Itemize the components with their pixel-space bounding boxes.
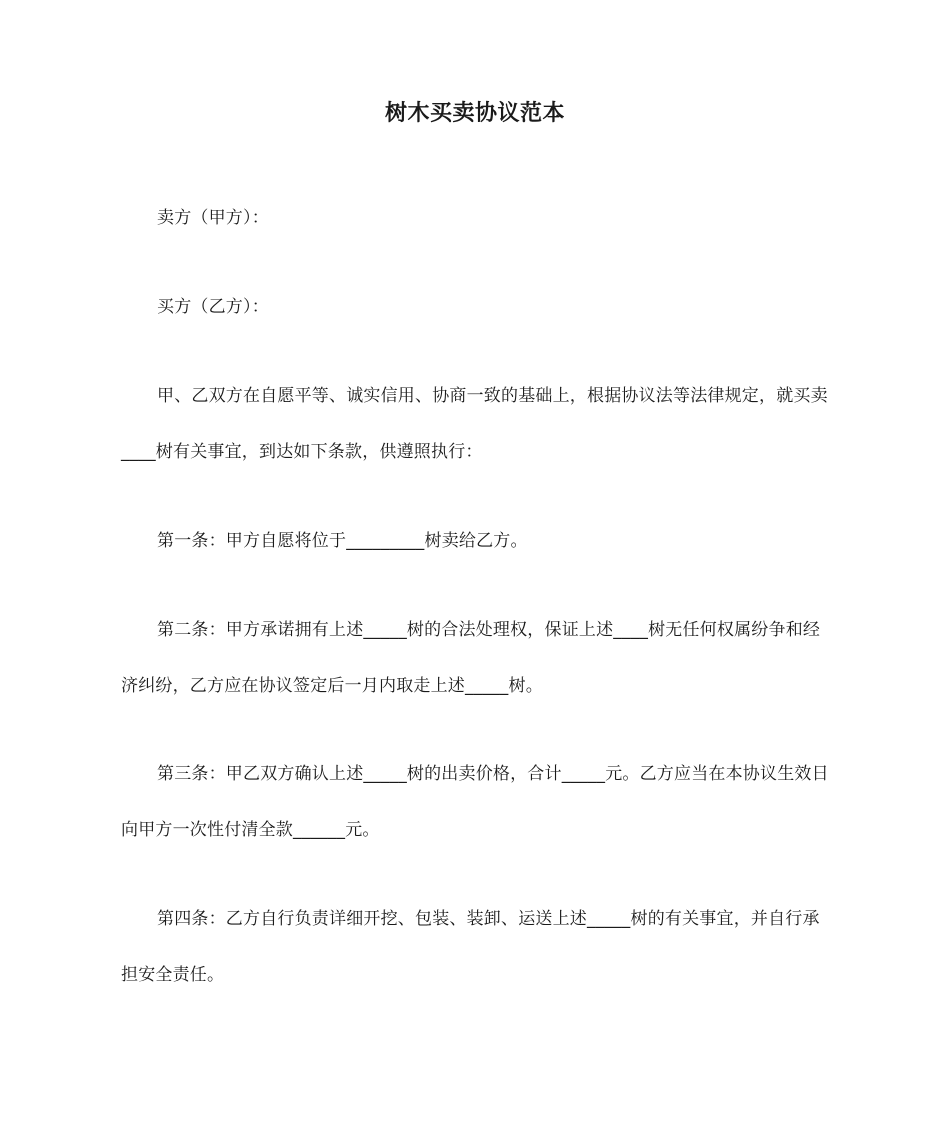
document-title: 树木买卖协议范本 [384, 101, 565, 126]
seller-line: 卖方（甲方）： [157, 208, 269, 228]
intro-paragraph: 甲、乙双方在自愿平等、诚实信用、协商一致的基础上，根据协议法等法律规定，就买卖____树有关事宜，到达如下条款，供遵照执行： [121, 386, 828, 462]
article-1: 第一条：甲方自愿将位于_________树卖给乙方。 [157, 531, 528, 551]
article-3: 第三条：甲乙双方确认上述_____树的出卖价格，合计_____元。乙方应当在本协议生效日向甲方一次性付清全款______元。 [121, 764, 829, 840]
article-2: 第二条：甲方承诺拥有上述_____树的合法处理权，保证上述____树无任何权属纷争和经济纠纷，乙方应在协议签定后一月内取走上述_____树。 [121, 620, 821, 696]
article-4: 第四条：乙方自行负责详细开挖、包装、装卸、运送上述_____树的有关事宜，并自行承担安全责任。 [121, 909, 820, 985]
buyer-line: 买方（乙方）： [157, 297, 269, 317]
